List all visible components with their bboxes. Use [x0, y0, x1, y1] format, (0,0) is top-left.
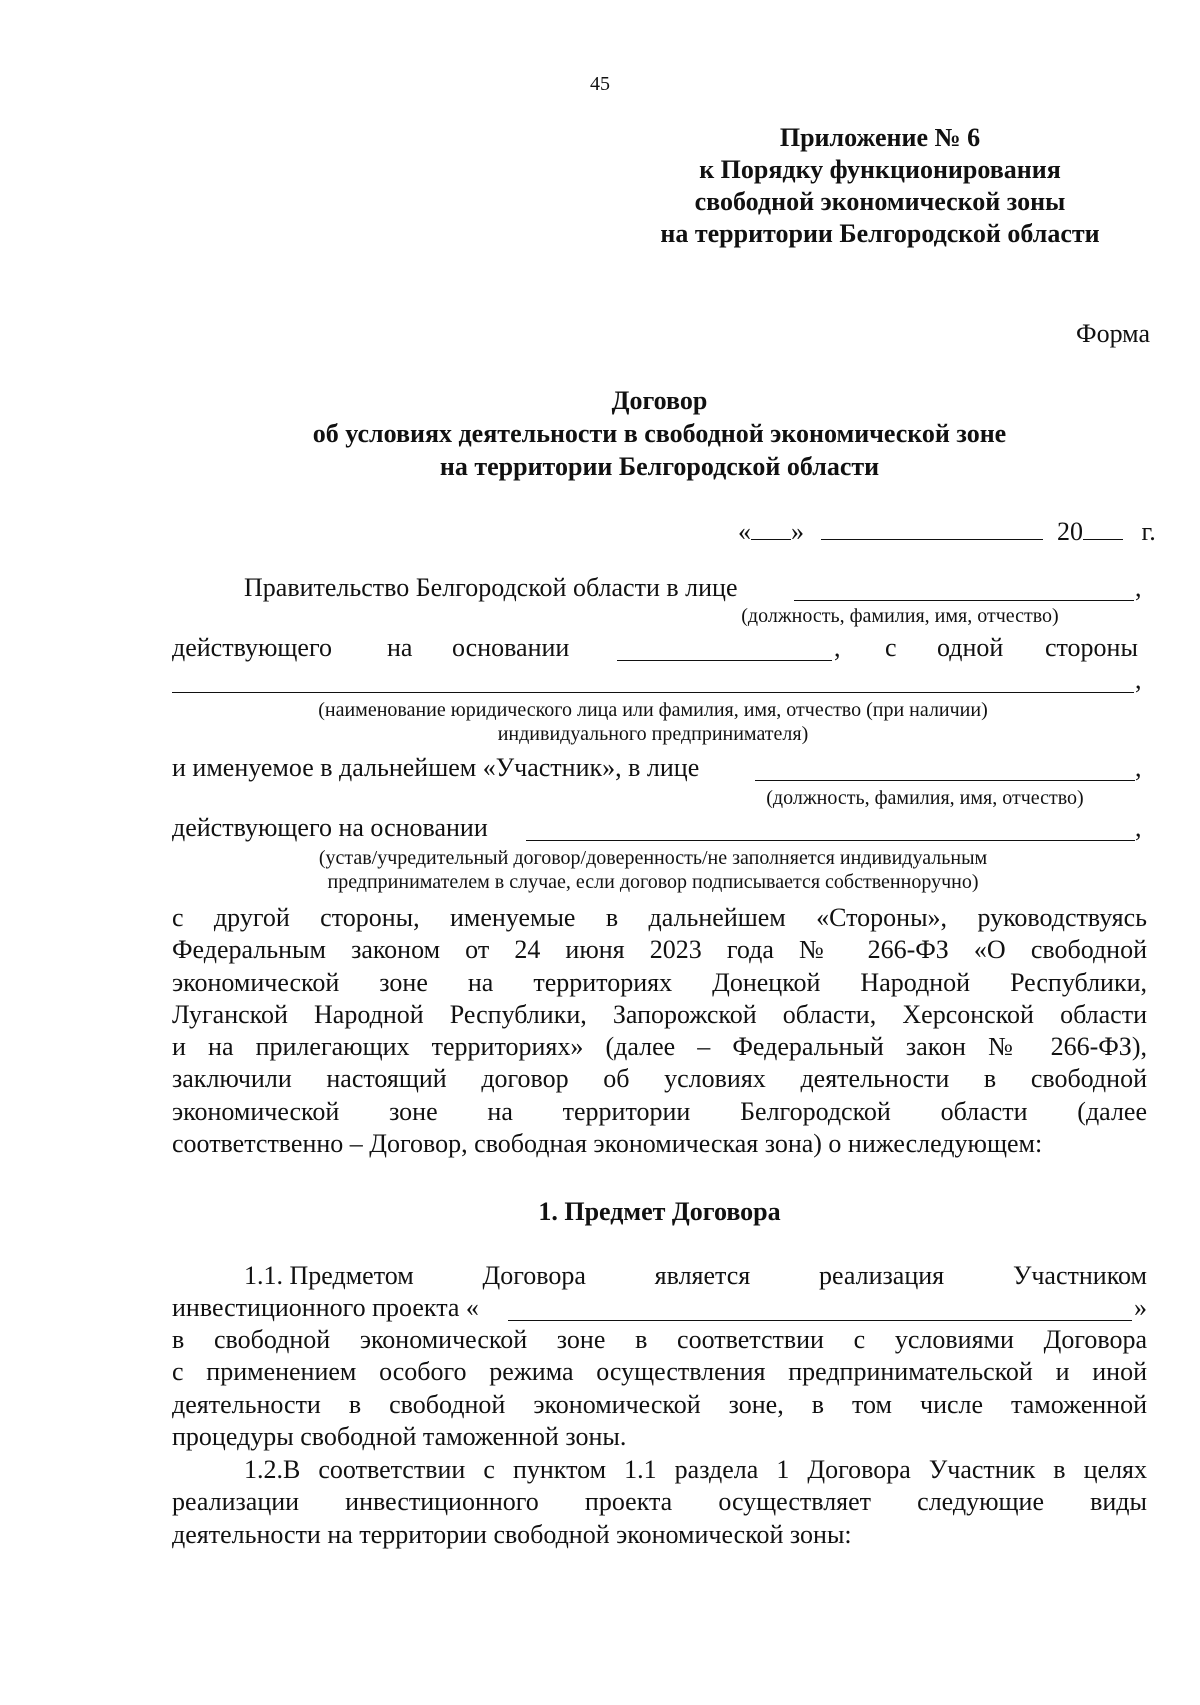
page-number: 45 [590, 73, 610, 95]
section-heading: 1. Предмет Договора [538, 1197, 781, 1226]
clause-word: Участником [1012, 1261, 1147, 1290]
clause-line: в свободной экономической зоне в соответствии с условиями Договора [172, 1325, 1147, 1354]
date-line [738, 516, 1156, 548]
hint-entity [172, 698, 1134, 746]
year-blank [1083, 517, 1123, 540]
appendix-header [630, 122, 1130, 250]
project-text: инвестиционного проекта « [172, 1293, 479, 1322]
appendix-line-4: на территории Белгородской области [660, 219, 1100, 248]
preamble-paragraph [172, 902, 1147, 1160]
participant-official-blank [755, 752, 1135, 781]
side-word-side: стороны [1045, 633, 1138, 662]
project-close-quote: » [1134, 1293, 1147, 1322]
clause-line: реализации инвестиционного проекта осуществляет следующие виды [172, 1487, 1147, 1517]
project-name-blank [508, 1292, 1132, 1321]
comma: , [1135, 753, 1142, 782]
clause-line: с применением особого режима осуществления предпринимательской и иной [172, 1357, 1147, 1387]
appendix-line-2: к Порядку функционирования [699, 155, 1061, 184]
clause-word: Договора [482, 1261, 586, 1290]
acting-line [172, 632, 1147, 664]
gov-text: Правительство Белгородской области в лице [244, 573, 738, 602]
comma: , [1135, 665, 1142, 694]
hint-official-2: (должность, фамилия, имя, отчество) [766, 787, 1084, 809]
basis-document-blank [526, 812, 1135, 841]
title-line-1: Договор [611, 386, 708, 415]
preamble-line: с другой стороны, именуемые в дальнейшем «Стороны», руководствуясь [172, 903, 1147, 932]
date-open-quote: « [738, 517, 751, 546]
preamble-line: экономической зоне на территории Белгородской области (далее [172, 1096, 1147, 1126]
clause-word: является [654, 1261, 751, 1290]
acting-basis: действующего на основании [172, 813, 488, 842]
clause-word: реализация [819, 1261, 945, 1290]
preamble-line: заключили настоящий договор об условиях деятельности в свободной [172, 1064, 1147, 1094]
official-blank [794, 574, 1134, 601]
month-blank [821, 517, 1043, 540]
hint-entity-line-2: индивидуального предпринимателя) [497, 723, 809, 745]
title-line-2: об условиях деятельности в свободной экономической зоне [312, 419, 1007, 448]
clause-line: 1.2.В соответствии с пунктом 1.1 раздела 1 Договора Участник в целях [244, 1455, 1147, 1484]
acting-word-1: действующего [172, 633, 332, 662]
clause-1-2 [172, 1454, 1147, 1551]
year-prefix: 20 [1057, 517, 1083, 546]
preamble-line: Луганской Народной Республики, Запорожской области, Херсонской области [172, 999, 1147, 1029]
preamble-line: и на прилегающих территориях» (далее – Федеральный закон № 266-ФЗ), [172, 1032, 1147, 1062]
clause-word: 1.1. Предметом [244, 1261, 414, 1290]
year-suffix: г. [1141, 517, 1156, 546]
clause-last-line: деятельности на территории свободной экономической зоны: [172, 1519, 852, 1549]
side-comma: , [834, 633, 841, 662]
participant-text: и именуемое в дальнейшем «Участник», в лице [172, 753, 700, 782]
form-label: Форма [1076, 319, 1150, 348]
gov-line [244, 572, 737, 604]
hint-official: (должность, фамилия, имя, отчество) [741, 605, 1059, 627]
preamble-line: Федеральным законом от 24 июня 2023 года № 266-ФЗ «О свободной [172, 935, 1147, 965]
document-title [172, 384, 1147, 483]
day-blank [751, 517, 791, 540]
comma: , [1135, 573, 1142, 602]
clause-1-1-body [172, 1324, 1147, 1453]
hint-basis [172, 846, 1134, 894]
basis-blank [617, 634, 832, 661]
appendix-line-3: свободной экономической зоны [694, 187, 1066, 216]
acting-word-2: на [387, 633, 413, 662]
clause-last-line: процедуры свободной таможенной зоны. [172, 1421, 627, 1451]
entity-blank [172, 664, 1134, 693]
title-line-3: на территории Белгородской области [439, 452, 880, 481]
date-close-quote: » [791, 517, 804, 546]
hint-basis-line-2: предпринимателем в случае, если договор подписывается собственноручно) [327, 871, 979, 893]
clause-line: деятельности в свободной экономической зоне, в том числе таможенной [172, 1389, 1147, 1419]
clause-1-1-first-line [172, 1260, 1147, 1292]
appendix-line-1: Приложение № 6 [779, 123, 981, 152]
comma: , [1135, 813, 1142, 842]
preamble-last-line: соответственно – Договор, свободная экономическая зона) о нижеследующем: [172, 1129, 1043, 1159]
hint-basis-line-1: (устав/учредительный договор/доверенность/не заполняется индивидуальным [318, 847, 988, 869]
preamble-line: экономической зоне на территориях Донецкой Народной Республики, [172, 967, 1147, 997]
side-word-c: с [885, 633, 897, 662]
hint-entity-line-1: (наименование юридического лица или фамилия, имя, отчество (при наличии) [318, 699, 988, 721]
side-word-one: одной [937, 633, 1004, 662]
acting-word-3: основании [452, 633, 570, 662]
